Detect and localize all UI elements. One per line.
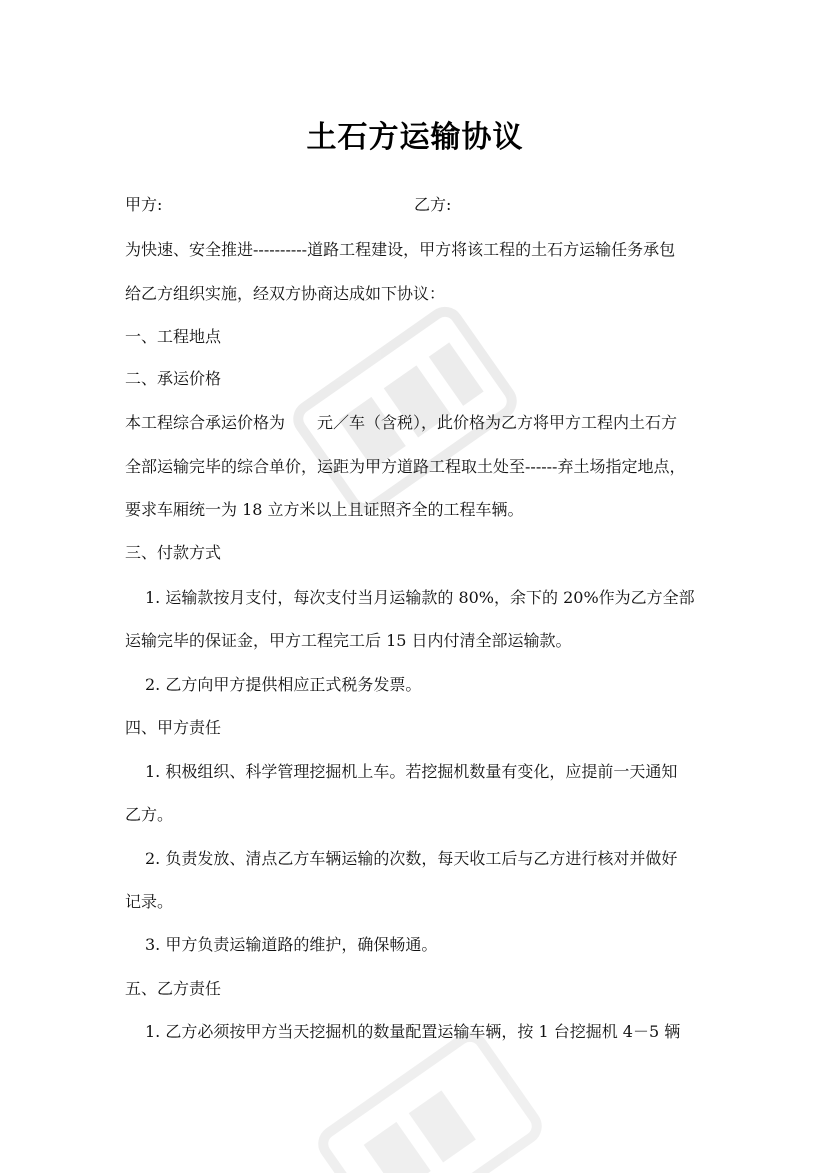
section-3-item-1-line-2: 运输完毕的保证金，甲方工程完工后 15 日内付清全部运输款。: [125, 631, 572, 650]
intro-line-1: 为快速、安全推进----------道路工程建设，甲方将该工程的土石方运输任务承包: [125, 240, 676, 259]
section-4-item-1-line-2: 乙方。: [125, 805, 174, 824]
party-b-label: 乙方:: [414, 195, 452, 214]
party-a-label: 甲方:: [125, 195, 163, 214]
section-4-heading: 四、甲方责任: [125, 718, 222, 737]
watermark-mark-lower: [318, 1031, 542, 1173]
section-4-item-1-line-1: 1. 积极组织、科学管理挖掘机上车。若挖掘机数量有变化，应提前一天通知: [145, 762, 678, 781]
section-5-item-1-line-1: 1. 乙方必须按甲方当天挖掘机的数量配置运输车辆，按 1 台挖掘机 4－5 辆: [145, 1022, 681, 1041]
section-2-heading: 二、承运价格: [125, 369, 222, 388]
section-2-paragraph-line-2: 全部运输完毕的综合单价，运距为甲方道路工程取土处至------弃土场指定地点，: [125, 457, 686, 476]
section-4-item-2-line-2: 记录。: [125, 892, 174, 911]
section-4-item-3: 3. 甲方负责运输道路的维护，确保畅通。: [145, 935, 438, 954]
section-1-heading: 一、工程地点: [125, 327, 222, 346]
document-title: 土石方运输协议: [306, 120, 524, 155]
section-5-heading: 五、乙方责任: [125, 979, 222, 998]
section-3-item-1-line-1: 1. 运输款按月支付，每次支付当月运输款的 80%，余下的 20%作为乙方全部: [145, 588, 695, 607]
section-2-paragraph-line-3: 要求车厢统一为 18 立方米以上且证照齐全的工程车辆。: [125, 500, 524, 519]
section-4-item-2-line-1: 2. 负责发放、清点乙方车辆运输的次数，每天收工后与乙方进行核对并做好: [145, 849, 678, 868]
section-2-paragraph-line-1: 本工程综合承运价格为 元／车（含税），此价格为乙方将甲方工程内土石方: [125, 413, 678, 432]
intro-line-2: 给乙方组织实施，经双方协商达成如下协议：: [125, 284, 446, 303]
section-3-heading: 三、付款方式: [125, 543, 222, 562]
section-3-item-2: 2. 乙方向甲方提供相应正式税务发票。: [145, 675, 422, 694]
